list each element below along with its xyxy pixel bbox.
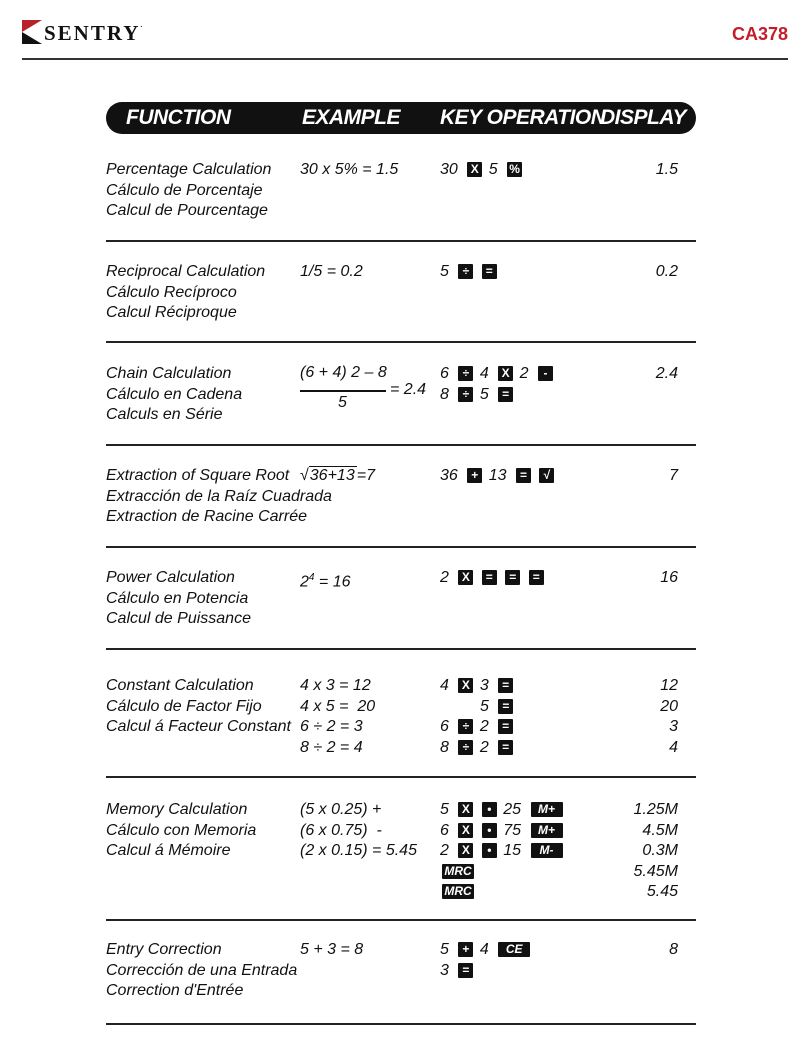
key-digits: 2 <box>479 738 489 756</box>
function-names <box>106 568 251 630</box>
key-sequence <box>440 697 515 718</box>
function-names <box>106 940 297 1002</box>
example-square-root <box>300 466 375 485</box>
calculator-key: • <box>482 823 497 838</box>
function-name: Cálculo de Porcentaje <box>106 181 263 199</box>
key-sequence <box>440 940 532 961</box>
display-values <box>669 466 678 487</box>
key-digits: 2 <box>479 718 489 735</box>
calculator-key: = <box>482 264 497 279</box>
calculator-key: = <box>498 719 513 734</box>
calculator-key: X <box>458 570 473 585</box>
calculator-key: • <box>482 843 497 858</box>
key-digits: 5 <box>488 161 498 178</box>
header-display: DISPLAY <box>600 106 686 129</box>
key-digits: 5 <box>440 941 449 958</box>
calculator-key: X <box>458 678 473 693</box>
calculator-key: ÷ <box>458 264 473 279</box>
function-name: Percentage Calculation <box>106 161 272 178</box>
display-value: 2.4 <box>655 365 678 382</box>
calculator-key: ÷ <box>458 387 473 402</box>
row-divider <box>106 648 696 650</box>
row-divider <box>106 1023 696 1025</box>
display-values <box>656 160 678 181</box>
calculator-key: ÷ <box>458 740 473 755</box>
display-value: 4 <box>669 738 678 756</box>
key-sequence <box>440 800 565 821</box>
calculator-key: + <box>458 942 473 957</box>
display-values <box>660 676 678 758</box>
display-values <box>656 262 678 283</box>
row-divider <box>106 776 696 778</box>
key-sequence <box>440 862 565 883</box>
key-digits: 2 <box>519 365 529 382</box>
key-digits: 6 <box>440 718 449 735</box>
fraction-numerator: (6 + 4) 2 – 8 <box>300 364 387 381</box>
key-sequence <box>440 160 524 181</box>
example: 1/5 = 0.2 <box>300 263 363 280</box>
example-lines <box>300 676 375 758</box>
example-lines <box>300 800 417 862</box>
function-name: Constant Calculation <box>106 677 254 694</box>
key-digits: 4 <box>479 365 489 382</box>
header-divider <box>22 58 788 60</box>
key-digits: 3 <box>440 961 449 979</box>
key-digits: 6 <box>440 365 449 382</box>
calculator-key: X <box>498 366 513 381</box>
key-digits: 5 <box>440 263 449 280</box>
display-values <box>660 568 678 589</box>
row-divider <box>106 444 696 446</box>
key-sequence <box>440 676 515 697</box>
key-digits: 8 <box>440 738 449 756</box>
display-values <box>669 940 678 961</box>
key-operation <box>440 364 555 405</box>
function-name: Cálculo Recíproco <box>106 283 237 301</box>
example-line: 6 ÷ 2 = 3 <box>300 718 363 735</box>
example-line: 4 x 3 = 12 <box>300 677 371 694</box>
display-value: 12 <box>660 677 678 694</box>
fraction-result: = 2.4 <box>390 381 427 398</box>
model-number: CA378 <box>731 24 788 44</box>
key-sequence <box>440 961 532 982</box>
function-name: Extracción de la Raíz Cuadrada <box>106 487 332 505</box>
key-operation <box>440 800 565 903</box>
display-value: 0.3M <box>642 842 678 859</box>
table-header <box>106 102 696 134</box>
display-value: 7 <box>669 467 678 484</box>
key-sequence <box>440 364 555 385</box>
calculator-key: = <box>482 570 497 585</box>
row-divider <box>106 240 696 242</box>
key-digits: 3 <box>479 677 489 694</box>
key-digits: 15 <box>503 842 522 859</box>
row-divider <box>106 919 696 921</box>
function-name: Cálculo en Cadena <box>106 385 243 403</box>
display-values <box>634 800 678 903</box>
function-name: Calcul Réciproque <box>106 304 237 321</box>
function-name: Correction d'Entrée <box>106 982 244 999</box>
calculator-key: • <box>482 802 497 817</box>
key-digits: 30 <box>440 161 458 178</box>
calculator-key: = <box>529 570 544 585</box>
function-names <box>106 466 332 528</box>
header-key-operation: KEY OPERATION <box>440 106 606 129</box>
key-sequence <box>440 717 515 738</box>
brand-name: SENTRY <box>44 21 141 45</box>
row-divider <box>106 546 696 548</box>
key-sequence <box>440 821 565 842</box>
example-line: (5 x 0.25) + <box>300 801 382 818</box>
key-operation <box>440 940 532 981</box>
example: 5 + 3 = 8 <box>300 941 364 958</box>
key-digits: 4 <box>440 677 449 694</box>
key-digits: 25 <box>503 801 522 818</box>
function-name: Cálculo en Potencia <box>106 589 249 607</box>
key-operation <box>440 676 515 758</box>
header-function: FUNCTION <box>126 106 231 129</box>
calculator-key: = <box>516 468 531 483</box>
calculator-key: = <box>498 740 513 755</box>
function-name: Calcul á Mémoire <box>106 842 231 859</box>
example-line: 8 ÷ 2 = 4 <box>300 738 363 756</box>
display-value: 0.2 <box>655 263 678 280</box>
calculator-key: - <box>538 366 553 381</box>
root-result: =7 <box>356 467 375 484</box>
sentry-logo: SENTRY. <box>22 18 162 46</box>
function-name: Chain Calculation <box>106 365 232 382</box>
function-name: Calcul de Puissance <box>106 610 251 627</box>
radical-sign: √ <box>300 467 309 484</box>
example: 30 x 5% = 1.5 <box>300 161 399 178</box>
function-name: Corrección de una Entrada <box>106 961 298 979</box>
key-digits: 36 <box>440 467 458 484</box>
function-name: Reciprocal Calculation <box>106 263 266 280</box>
key-digits: 2 <box>440 569 449 586</box>
power-exponent: 4 <box>308 572 315 583</box>
example-power <box>300 568 351 593</box>
display-value: 8 <box>669 941 678 958</box>
display-value: 1.25M <box>633 801 678 818</box>
calculator-key: X <box>458 843 473 858</box>
calculator-key: MRC <box>442 864 474 879</box>
key-digits: 4 <box>479 941 489 958</box>
function-name: Calcul á Facteur Constant <box>106 718 291 735</box>
display-value: 20 <box>660 697 678 715</box>
calculator-key: = <box>498 387 513 402</box>
function-name: Cálculo con Memoria <box>106 821 257 839</box>
function-names <box>106 800 256 862</box>
function-names <box>106 364 242 426</box>
key-digits: 6 <box>440 821 449 839</box>
key-sequence <box>440 568 546 589</box>
function-name: Extraction of Square Root <box>106 467 290 484</box>
function-names <box>106 160 271 222</box>
function-name: Cálculo de Factor Fijo <box>106 697 262 715</box>
display-value: 1.5 <box>655 161 678 178</box>
fraction-denominator: 5 <box>338 394 347 411</box>
power-result: = 16 <box>314 573 351 591</box>
key-sequence <box>440 466 556 487</box>
calculator-key: M+ <box>531 823 563 838</box>
calculator-key: ÷ <box>458 719 473 734</box>
key-digits: 5 <box>479 385 489 403</box>
key-sequence <box>440 882 565 903</box>
calculator-key: X <box>467 162 482 177</box>
key-digits: 75 <box>503 821 522 839</box>
key-operation <box>440 466 556 487</box>
function-name: Calculs en Série <box>106 406 223 423</box>
calculator-key: √ <box>539 468 554 483</box>
function-name: Memory Calculation <box>106 801 248 818</box>
display-value: 5.45M <box>633 862 678 880</box>
key-sequence <box>440 262 499 283</box>
display-values <box>656 364 678 385</box>
function-name: Calcul de Pourcentage <box>106 202 268 219</box>
function-names <box>106 262 265 324</box>
calculator-key: M- <box>531 843 563 858</box>
display-value: 4.5M <box>642 821 678 839</box>
key-sequence <box>440 841 565 862</box>
calculator-key: X <box>458 802 473 817</box>
key-operation <box>440 568 546 589</box>
display-value: 5.45 <box>646 883 678 900</box>
key-digits: 13 <box>488 467 507 484</box>
key-sequence <box>440 738 515 759</box>
function-names <box>106 676 291 738</box>
calculator-key: + <box>467 468 482 483</box>
calculator-key: = <box>498 678 513 693</box>
header-example: EXAMPLE <box>302 106 401 129</box>
key-digits: 2 <box>440 842 449 859</box>
calculator-key: = <box>498 699 513 714</box>
key-digits: 5 <box>480 697 489 715</box>
function-name: Power Calculation <box>106 569 235 586</box>
key-digits: 8 <box>440 385 449 403</box>
display-value: 16 <box>660 569 678 586</box>
calculator-key: = <box>505 570 520 585</box>
fraction-bar <box>300 390 386 392</box>
radicand: 36+13 <box>309 467 355 484</box>
calculator-key: CE <box>498 942 530 957</box>
calculator-key: MRC <box>442 884 474 899</box>
calculator-key: % <box>507 162 522 177</box>
calculator-key: M+ <box>531 802 563 817</box>
key-digits: 5 <box>440 801 449 818</box>
key-sequence <box>440 385 555 406</box>
example-line: 4 x 5 = 20 <box>300 697 376 715</box>
example-line: (2 x 0.15) = 5.45 <box>300 842 417 859</box>
key-operation <box>440 262 499 283</box>
function-name: Entry Correction <box>106 941 222 958</box>
power-base: 2 <box>300 573 309 591</box>
calculator-key: = <box>458 963 473 978</box>
row-divider <box>106 341 696 343</box>
calculator-key: ÷ <box>458 366 473 381</box>
key-operation <box>440 160 524 181</box>
example-line: (6 x 0.75) - <box>300 821 382 839</box>
calculator-key: X <box>458 823 473 838</box>
display-value: 3 <box>669 718 678 735</box>
function-name: Extraction de Racine Carrée <box>106 508 307 525</box>
